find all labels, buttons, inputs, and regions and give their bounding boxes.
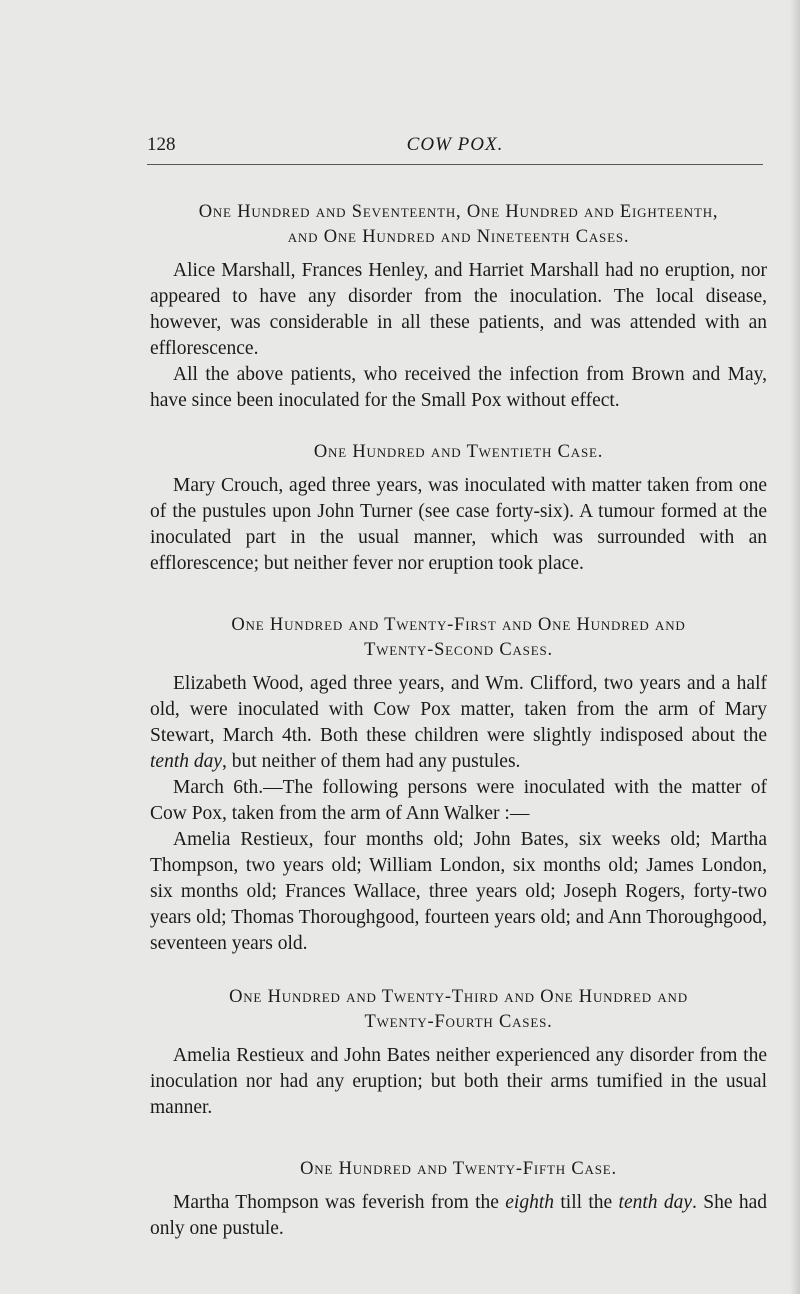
heading-line: One Hundred and Twentieth Case. [313, 442, 604, 462]
text-run: . She had only one pustule. [150, 1192, 768, 1239]
header-rule [147, 164, 763, 165]
section-heading [150, 613, 767, 663]
text-run: till the [554, 1192, 619, 1213]
page-number: 128 [147, 134, 176, 155]
section-heading [150, 1157, 767, 1182]
paragraph: Amelia Restieux and John Bates neither experienced any disorder from the inoculation nor had any eruption; but both their arms tumified in the usual manner. [150, 1045, 767, 1118]
paragraph: All the above patients, who received the infection from Brown and May, have since been inoculated for the Small Pox without effect. [150, 364, 767, 411]
heading-line: Twenty-Fourth Cases. [364, 1012, 553, 1032]
heading-line: One Hundred and Twenty-Fifth Case. [300, 1159, 617, 1179]
italic-text: tenth day [618, 1192, 693, 1213]
page-header [147, 134, 763, 166]
paragraph [150, 671, 767, 775]
heading-line: One Hundred and Twenty-First and One Hundred and [231, 615, 686, 635]
text-run: , but neither of them had any pustules. [222, 751, 521, 772]
section-heading [150, 985, 767, 1035]
italic-text: tenth day [150, 751, 223, 772]
page-body [150, 200, 767, 1242]
section-heading [150, 440, 767, 465]
heading-line: Twenty-Second Cases. [364, 640, 553, 660]
section-heading [150, 200, 767, 250]
paragraph: Mary Crouch, aged three years, was inoculated with matter taken from one of the pustules upon John Turner (see case forty-six). A tumour formed at the inoculated part in the usual manner, which was surrounded with an efflorescence; but neither fever nor eruption took place. [150, 475, 767, 574]
heading-line: and One Hundred and Nineteenth Cases. [287, 227, 630, 247]
heading-line: One Hundred and Twenty-Third and One Hundred and [229, 987, 688, 1007]
paragraph: Amelia Restieux, four months old; John Bates, six weeks old; Martha Thompson, two years old; William London, six months old; James London, six months old; Frances Wallace, three years old; Joseph Rogers, forty-two years old; Thomas Thoroughgood, fourteen years old; and Ann Thoroughgood, seventeen years old. [150, 829, 767, 954]
italic-text: eighth [505, 1192, 555, 1213]
running-title: COW POX. [406, 134, 504, 155]
paragraph: Alice Marshall, Frances Henley, and Harriet Marshall had no eruption, nor appeared to have any disorder from the inoculation. The local disease, however, was considerable in all these patients, and was attended with an efflorescence. [150, 260, 767, 359]
paragraph: March 6th.—The following persons were inoculated with the matter of Cow Pox, taken from the arm of Ann Walker :— [150, 777, 767, 824]
text-run: Elizabeth Wood, aged three years, and Wm. Clifford, two years and a half old, were inoculated with Cow Pox matter, taken from the arm of Mary Stewart, March 4th. Both these children were slightly indisposed about the [150, 673, 767, 746]
heading-line: One Hundred and Seventeenth, One Hundred and Eighteenth, [198, 202, 719, 222]
text-run: Martha Thompson was feverish from the [173, 1192, 506, 1213]
paragraph [150, 1190, 767, 1242]
